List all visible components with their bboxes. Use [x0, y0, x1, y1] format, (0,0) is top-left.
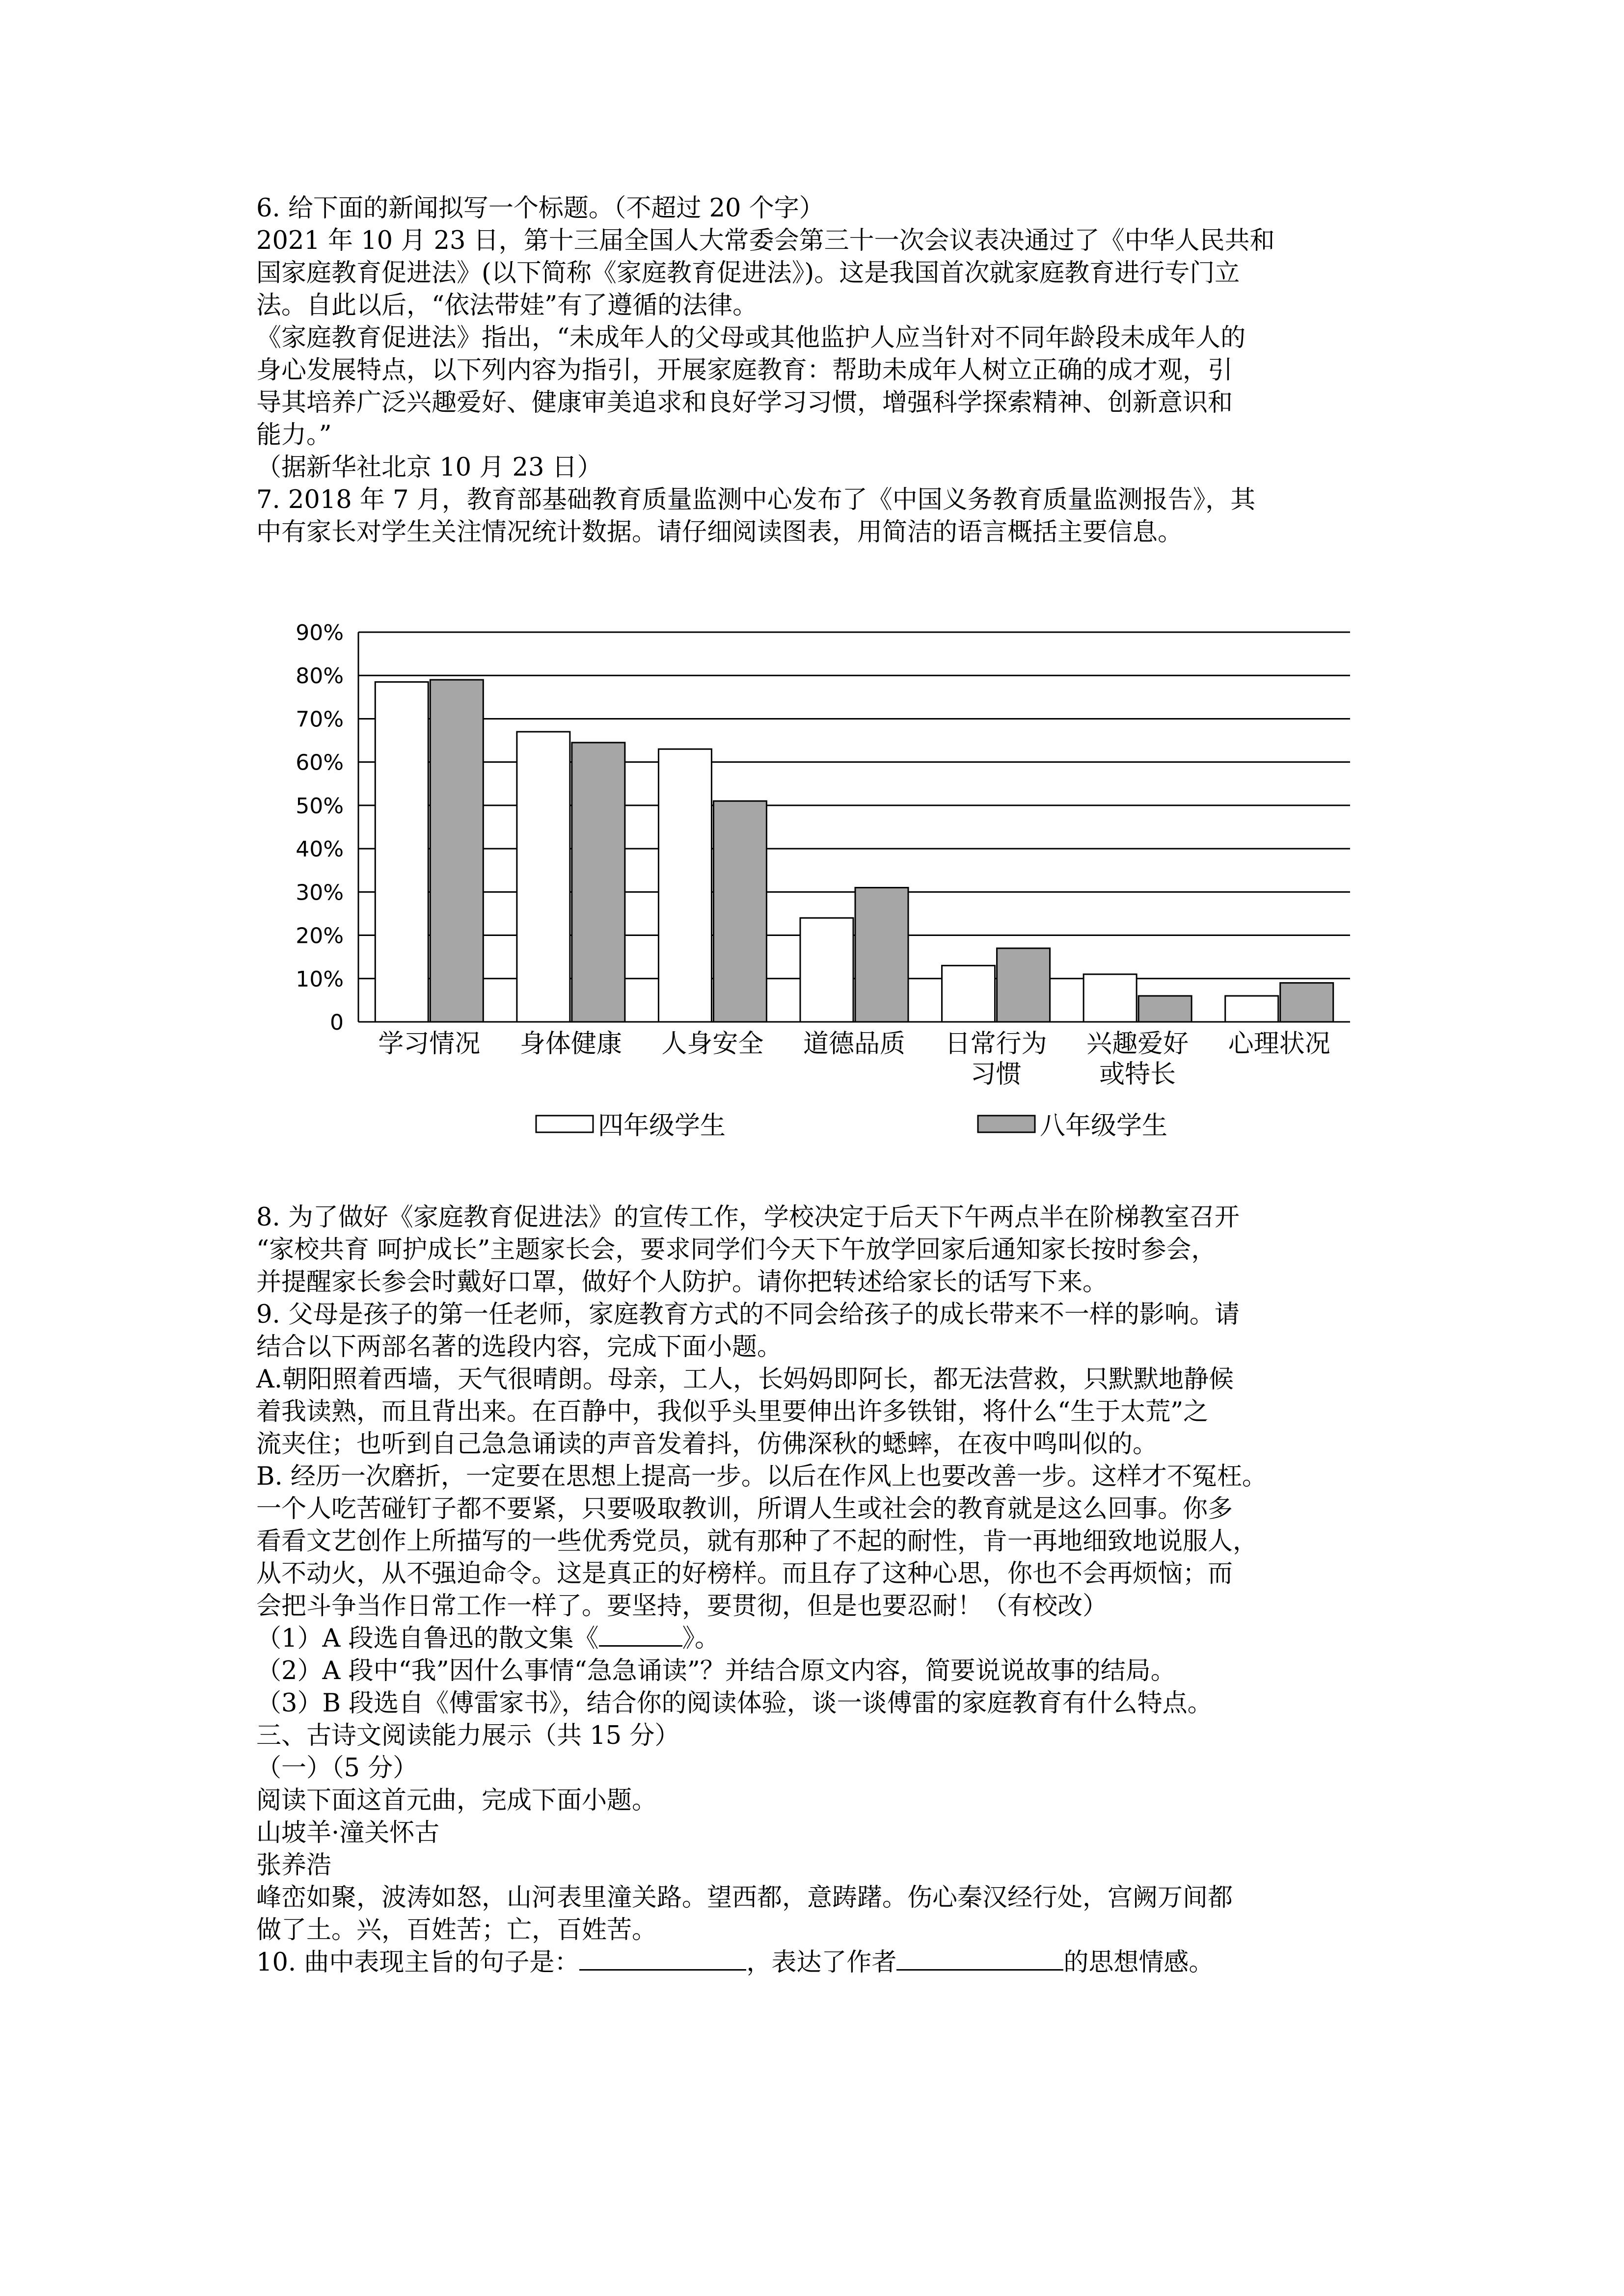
bar [658, 749, 711, 1022]
q10-text-mid: ，表达了作者 [746, 1948, 897, 1977]
legend-swatch [978, 1116, 1035, 1132]
q9-sub1-text-end: 》。 [682, 1624, 720, 1653]
poem-line: 峰峦如聚，波涛如怒，山河表里潼关路。望西都，意踌躇。伤心秦汉经行处，宫阙万间都 [256, 1883, 1233, 1912]
y-tick-label: 30% [296, 880, 344, 906]
q9-passage-b-line: 一个人吃苦碰钉子都不要紧，只要吸取教训，所谓人生或社会的教育就是这么回事。你多 [256, 1495, 1233, 1523]
y-tick-label: 90% [296, 620, 344, 645]
bar [1083, 974, 1137, 1022]
poem-title: 山坡羊·潼关怀古 [256, 1818, 440, 1847]
x-tick-label: 人身安全 [661, 1029, 764, 1059]
q9-passage-b-line: 会把斗争当作日常工作一样了。要坚持，要贯彻，但是也要忍耐！（有校改） [256, 1592, 1108, 1621]
q9-text-line: 结合以下两部名著的选段内容，完成下面小题。 [256, 1333, 783, 1362]
q9-passage-b-line: 从不动火，从不强迫命令。这是真正的好榜样。而且存了这种心思，你也不会再烦恼；而 [256, 1559, 1233, 1588]
y-tick-label: 60% [296, 750, 344, 775]
y-tick-label: 40% [296, 837, 344, 862]
q9-sub1-text: （1）A 段选自鲁迅的散文集《 [256, 1624, 599, 1653]
q9-sub2: （2）A 段中“我”因什么事情“急急诵读”？并结合原文内容，简要说说故事的结局。 [256, 1656, 1176, 1685]
bar [997, 948, 1050, 1022]
y-tick-label: 10% [296, 966, 344, 992]
q10-text-end: 的思想情感。 [1063, 1948, 1214, 1977]
q6-source: （据新华社北京 10 月 23 日） [256, 453, 602, 482]
q6-text-line: 国家庭教育促进法》(以下简称《家庭教育促进法》)。这是我国首次就家庭教育进行专门立 [256, 259, 1240, 288]
bar-chart [245, 614, 1375, 1178]
x-tick-label: 习惯 [970, 1060, 1022, 1089]
answer-blank[interactable] [896, 1947, 1063, 1971]
section-heading: 三、古诗文阅读能力展示（共 15 分） [256, 1721, 680, 1750]
q6-text-line: 身心发展特点，以下列内容为指引，开展家庭教育：帮助未成年人树立正确的成才观，引 [256, 356, 1233, 385]
bar [713, 801, 766, 1022]
x-tick-label: 日常行为 [945, 1029, 1047, 1059]
q6-text-line: 能力。” [256, 421, 332, 450]
x-tick-label: 身体健康 [519, 1029, 622, 1059]
q9-passage-b-line: 看看文艺创作上所描写的一些优秀党员，就有那种了不起的耐性，肯一再地细致地说服人， [256, 1527, 1258, 1556]
q8-text-line: 并提醒家长参会时戴好口罩，做好个人防护。请你把转述给家长的话写下来。 [256, 1268, 1108, 1297]
q6-text-line: 《家庭教育促进法》指出，“未成年人的父母或其他监护人应当针对不同年龄段未成年人的 [256, 323, 1246, 352]
q6-text-line: 法。自此以后，“依法带娃”有了遵循的法律。 [256, 291, 758, 320]
legend-label: 八年级学生 [1040, 1111, 1168, 1141]
x-tick-label: 或特长 [1099, 1060, 1176, 1089]
bar [1280, 983, 1333, 1022]
bar [430, 680, 483, 1022]
q6-text-line: 2021 年 10 月 23 日，第十三届全国人大常委会第三十一次会议表决通过了《中华人民共和 [256, 226, 1275, 255]
bar [517, 732, 570, 1022]
poem-author: 张养浩 [256, 1851, 332, 1880]
q9-text-line: 9. 父母是孩子的第一任老师，家庭教育方式的不同会给孩子的成长带来不一样的影响。请 [256, 1300, 1240, 1329]
answer-blank[interactable] [599, 1623, 682, 1647]
q9-passage-a-line: A.朝阳照着西墙，天气很晴朗。母亲，工人，长妈妈即阿长，都无法营救，只默默地静候 [256, 1365, 1234, 1394]
bar [1225, 996, 1278, 1022]
y-tick-label: 50% [296, 793, 344, 819]
section-intro: 阅读下面这首元曲，完成下面小题。 [256, 1786, 657, 1815]
poem-line: 做了土。兴，百姓苦；亡，百姓苦。 [256, 1916, 657, 1945]
y-tick-label: 80% [296, 664, 344, 689]
bar [1138, 996, 1191, 1022]
legend-label: 四年级学生 [598, 1111, 726, 1141]
q6-text-line: 导其培养广泛兴趣爱好、健康审美追求和良好学习习惯，增强科学探索精神、创新意识和 [256, 388, 1233, 417]
y-tick-label: 70% [296, 707, 344, 732]
section-part: （一）（5 分） [256, 1754, 418, 1783]
q10-text: 10. 曲中表现主旨的句子是： [256, 1948, 580, 1977]
x-tick-label: 道德品质 [803, 1029, 906, 1059]
y-tick-label: 20% [296, 923, 344, 949]
bar [572, 743, 625, 1022]
bar [800, 918, 853, 1022]
q9-sub1 [256, 1623, 720, 1655]
answer-blank[interactable] [579, 1947, 746, 1971]
bar [942, 965, 995, 1022]
x-tick-label: 学习情况 [378, 1029, 481, 1059]
q9-sub3: （3）B 段选自《傅雷家书》，结合你的阅读体验，谈一谈傅雷的家庭教育有什么特点。 [256, 1689, 1213, 1718]
q7-text-line: 中有家长对学生关注情况统计数据。请仔细阅读图表，用简洁的语言概括主要信息。 [256, 518, 1183, 547]
bar [855, 888, 908, 1022]
q9-passage-a-line: 流夹住；也听到自己急急诵读的声音发着抖，仿佛深秋的蟋蟀，在夜中鸣叫似的。 [256, 1430, 1158, 1459]
q8-text-line: “家校共育 呵护成长”主题家长会，要求同学们今天下午放学回家后通知家长按时参会， [256, 1235, 1217, 1264]
q7-text-line: 7. 2018 年 7 月，教育部基础教育质量监测中心发布了《中国义务教育质量监测报告》，其 [256, 485, 1256, 514]
bar [375, 682, 428, 1022]
y-tick-label: 0 [330, 1010, 344, 1035]
q6-title: 6. 给下面的新闻拟写一个标题。（不超过 20 个字） [256, 194, 824, 223]
q10 [256, 1947, 1214, 1979]
q9-passage-b-line: B. 经历一次磨折，一定要在思想上提高一步。以后在作风上也要改善一步。这样才不冤枉。 [256, 1462, 1267, 1491]
q8-text-line: 8. 为了做好《家庭教育促进法》的宣传工作，学校决定于后天下午两点半在阶梯教室召开 [256, 1203, 1240, 1232]
x-tick-label: 心理状况 [1228, 1029, 1330, 1059]
q9-passage-a-line: 着我读熟，而且背出来。在百静中，我似乎头里要伸出许多铁钳，将什么“生于太荒”之 [256, 1397, 1209, 1426]
x-tick-label: 兴趣爱好 [1086, 1029, 1189, 1059]
legend-swatch [536, 1116, 593, 1132]
